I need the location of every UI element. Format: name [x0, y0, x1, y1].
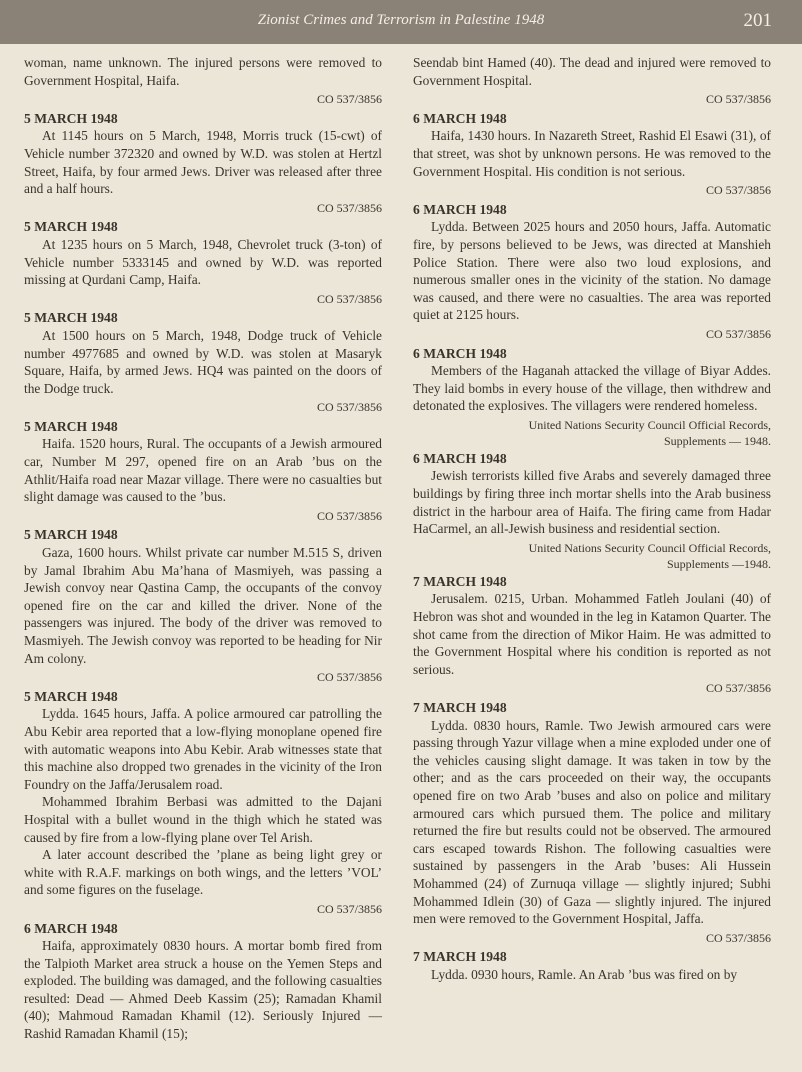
entry — [413, 450, 771, 572]
entry-paragraph: At 1500 hours on 5 March, 1948, Dodge truck of Vehicle number 4977685 and owned by W.D. was stolen at Masaryk Square, Haifa, by armed Jews. HQ4 was painted on the doors of the Dodge truck. — [24, 327, 382, 396]
entry-date: 7 MARCH 1948 — [413, 573, 507, 589]
entry-date: 6 MARCH 1948 — [413, 110, 507, 126]
source-reference: CO 537/3856 — [316, 400, 382, 415]
right-column — [413, 54, 771, 985]
source-reference-line: Supplements —1948. — [667, 556, 771, 571]
source-reference: CO 537/3856 — [316, 200, 382, 215]
entry-paragraph: Haifa, approximately 0830 hours. A mortar bomb fired from the Talpioth Market area struck a house on the Yemen Steps and exploded. The building was damaged, and the following casualties resulted: Dead — Ahmed Deeb Kassim (25); Ramadan Khamil (40); Mahmoud Ramadan Khamil (12). Seriously Injured — Rashid Ramadan Khamil (15); — [24, 938, 382, 1042]
page-number: 201 — [743, 10, 772, 31]
source-reference: CO 537/3856 — [705, 92, 771, 107]
entry — [413, 345, 771, 449]
entry — [413, 948, 771, 983]
source-reference: CO 537/3856 — [316, 508, 382, 523]
entry-date: 6 MARCH 1948 — [413, 201, 507, 217]
entry-date: 5 MARCH 1948 — [24, 219, 118, 235]
entry-date: 5 MARCH 1948 — [24, 688, 118, 704]
running-title: Zionist Crimes and Terrorism in Palestine 1948 — [257, 12, 545, 28]
entry-date: 7 MARCH 1948 — [413, 949, 507, 965]
entry-paragraph: Lydda. 0930 hours, Ramle. An Arab ’bus was fired on by — [431, 966, 738, 982]
entry-paragraph: Haifa. 1520 hours, Rural. The occupants of a Jewish armoured car, Number M 297, opened fire on an Arab ’bus on the Athlit/Haifa road near Mazar village. There were no casualties but slight damage was caused to the ’bus. — [24, 436, 382, 505]
source-reference: CO 537/3856 — [705, 681, 771, 696]
entry-date: 6 MARCH 1948 — [413, 450, 507, 466]
entry — [24, 688, 382, 919]
entry-paragraph: Lydda. 0830 hours, Ramle. Two Jewish armoured cars were passing through Yazur village when a mine exploded under one of the vehicles causing slight damage. It was taken in tow by the other; and as the cars proceeded on their way, the occupants opened fire on two Arab ’buses and also on police and military armoured cars which pursued them. The police and military returned the fire but results could not be observed. The armoured cars escaped towards Rishon. The following casualties were sustained by passengers in the Arab ’buses: Ali Hussein Mohammed (24) of Zurnuqa village — slightly injured; Subhi Mohammed Idlein (30) of Gaza — slightly injured. The injured men were removed to the Government Hospital, Jaffa. — [413, 717, 771, 927]
entry-date: 6 MARCH 1948 — [413, 345, 507, 361]
entry-paragraph: At 1235 hours on 5 March, 1948, Chevrolet truck (3-ton) of Vehicle number 5333145 and owned by W.D. was reported missing at Qurdani Camp, Haifa. — [24, 236, 382, 288]
source-reference: CO 537/3856 — [316, 901, 382, 916]
entry-paragraph: Members of the Haganah attacked the village of Biyar Addes. They laid bombs in every house of the village, then withdrew and detonated the explosives. The villagers were rendered homeless. — [413, 363, 771, 414]
source-reference: CO 537/3856 — [316, 92, 382, 107]
entry-date: 5 MARCH 1948 — [24, 418, 118, 434]
entry — [24, 920, 382, 1043]
source-reference — [413, 540, 771, 572]
left-column — [24, 54, 382, 1044]
entry — [413, 573, 771, 698]
entry-date: 5 MARCH 1948 — [24, 527, 118, 543]
entry-paragraph: At 1145 hours on 5 March, 1948, Morris truck (15-cwt) of Vehicle number 372320 and owned by W.D. was stolen at Hertzl Street, Haifa, by four armed Jews. Driver was released after three and a half hours. — [24, 128, 382, 197]
source-reference — [413, 417, 771, 449]
source-reference-line: United Nations Security Council Official Records, — [528, 540, 771, 555]
entry — [413, 699, 771, 947]
entry-paragraph: Jewish terrorists killed five Arabs and severely damaged three buildings by firing three inch mortar shells into the Arab business district in the harbour area of Haifa. The firing came from Hadar HaCarmel, an all-Jewish business and residential section. — [413, 468, 771, 537]
source-reference: CO 537/3856 — [316, 291, 382, 306]
entry — [24, 418, 382, 526]
source-reference: CO 537/3856 — [705, 183, 771, 198]
entry — [413, 201, 771, 344]
entry-paragraph: Gaza, 1600 hours. Whilst private car number M.515 S, driven by Jamal Ibrahim Abu Ma’hana of Masmiyeh, was passing a Jewish convoy near Qastina Camp, the occupants of the convoy opened fire on the car and killed the driver. None of the passengers was injured. The body of the driver was removed to Masmiyeh. The Jewish convoy was reported to be heading for Nir Am colony. — [24, 545, 382, 666]
source-reference: CO 537/3856 — [705, 930, 771, 945]
entry-paragraph: Jerusalem. 0215, Urban. Mohammed Fatleh Joulani (40) of Hebron was shot and wounded in the leg in Katamon Quarter. The shot came from the direction of Mikor Haim. He was admitted to the Government Hospital where his condition is reported as not serious. — [413, 591, 771, 677]
source-reference: CO 537/3856 — [316, 670, 382, 685]
entry-date: 7 MARCH 1948 — [413, 700, 507, 715]
entry-paragraph: A later account described the ’plane as being light grey or white with R.A.F. markings on both wings, and the letters ’VOL’ and some figures on the fuselage. — [24, 847, 382, 898]
entry-paragraph: Haifa, 1430 hours. In Nazareth Street, Rashid El Esawi (31), of that street, was shot by unknown persons. He was removed to the Government Hospital. His condition is not serious. — [413, 128, 771, 179]
entry — [24, 110, 382, 218]
entry-date: 5 MARCH 1948 — [24, 110, 118, 126]
header-bar — [0, 0, 802, 44]
entry — [24, 218, 382, 308]
entry-date: 5 MARCH 1948 — [24, 310, 118, 326]
entry — [24, 526, 382, 686]
entry-paragraph: Lydda. 1645 hours, Jaffa. A police armoured car patrolling the Abu Kebir area reported that a low-flying monoplane opened fire with automatic weapons into Abu Kebir. Arab witnesses state that this machine also dropped two grenades in the vicinity of the Iron Foundry on the Jaffa/Jerusalem road. — [24, 706, 382, 792]
entry — [413, 110, 771, 200]
source-reference-line: Supplements — 1948. — [664, 433, 771, 448]
continued-text: woman, name unknown. The injured persons were removed to Government Hospital, Haifa. — [24, 55, 382, 88]
source-reference: CO 537/3856 — [705, 326, 771, 341]
entry-paragraph: Mohammed Ibrahim Berbasi was admitted to the Dajani Hospital with a bullet wound in the thigh which he stated was caused by fire from a low-flying plane over Tel Arish. — [24, 794, 382, 845]
entry — [24, 309, 382, 417]
entry-paragraph: Lydda. Between 2025 hours and 2050 hours, Jaffa. Automatic fire, by persons believed to be Jews, was directed at Manshieh Police Station. There were also two loud explosions, and numerous smaller ones in the vicinity of the station. No damage was caused, and there were no casualties. The area was reported quiet at 2125 hours. — [413, 219, 771, 323]
source-reference-line: United Nations Security Council Official Records, — [528, 417, 771, 432]
entry-date: 6 MARCH 1948 — [24, 920, 118, 936]
continued-text: Seendab bint Hamed (40). The dead and injured were removed to Government Hospital. — [413, 55, 771, 88]
